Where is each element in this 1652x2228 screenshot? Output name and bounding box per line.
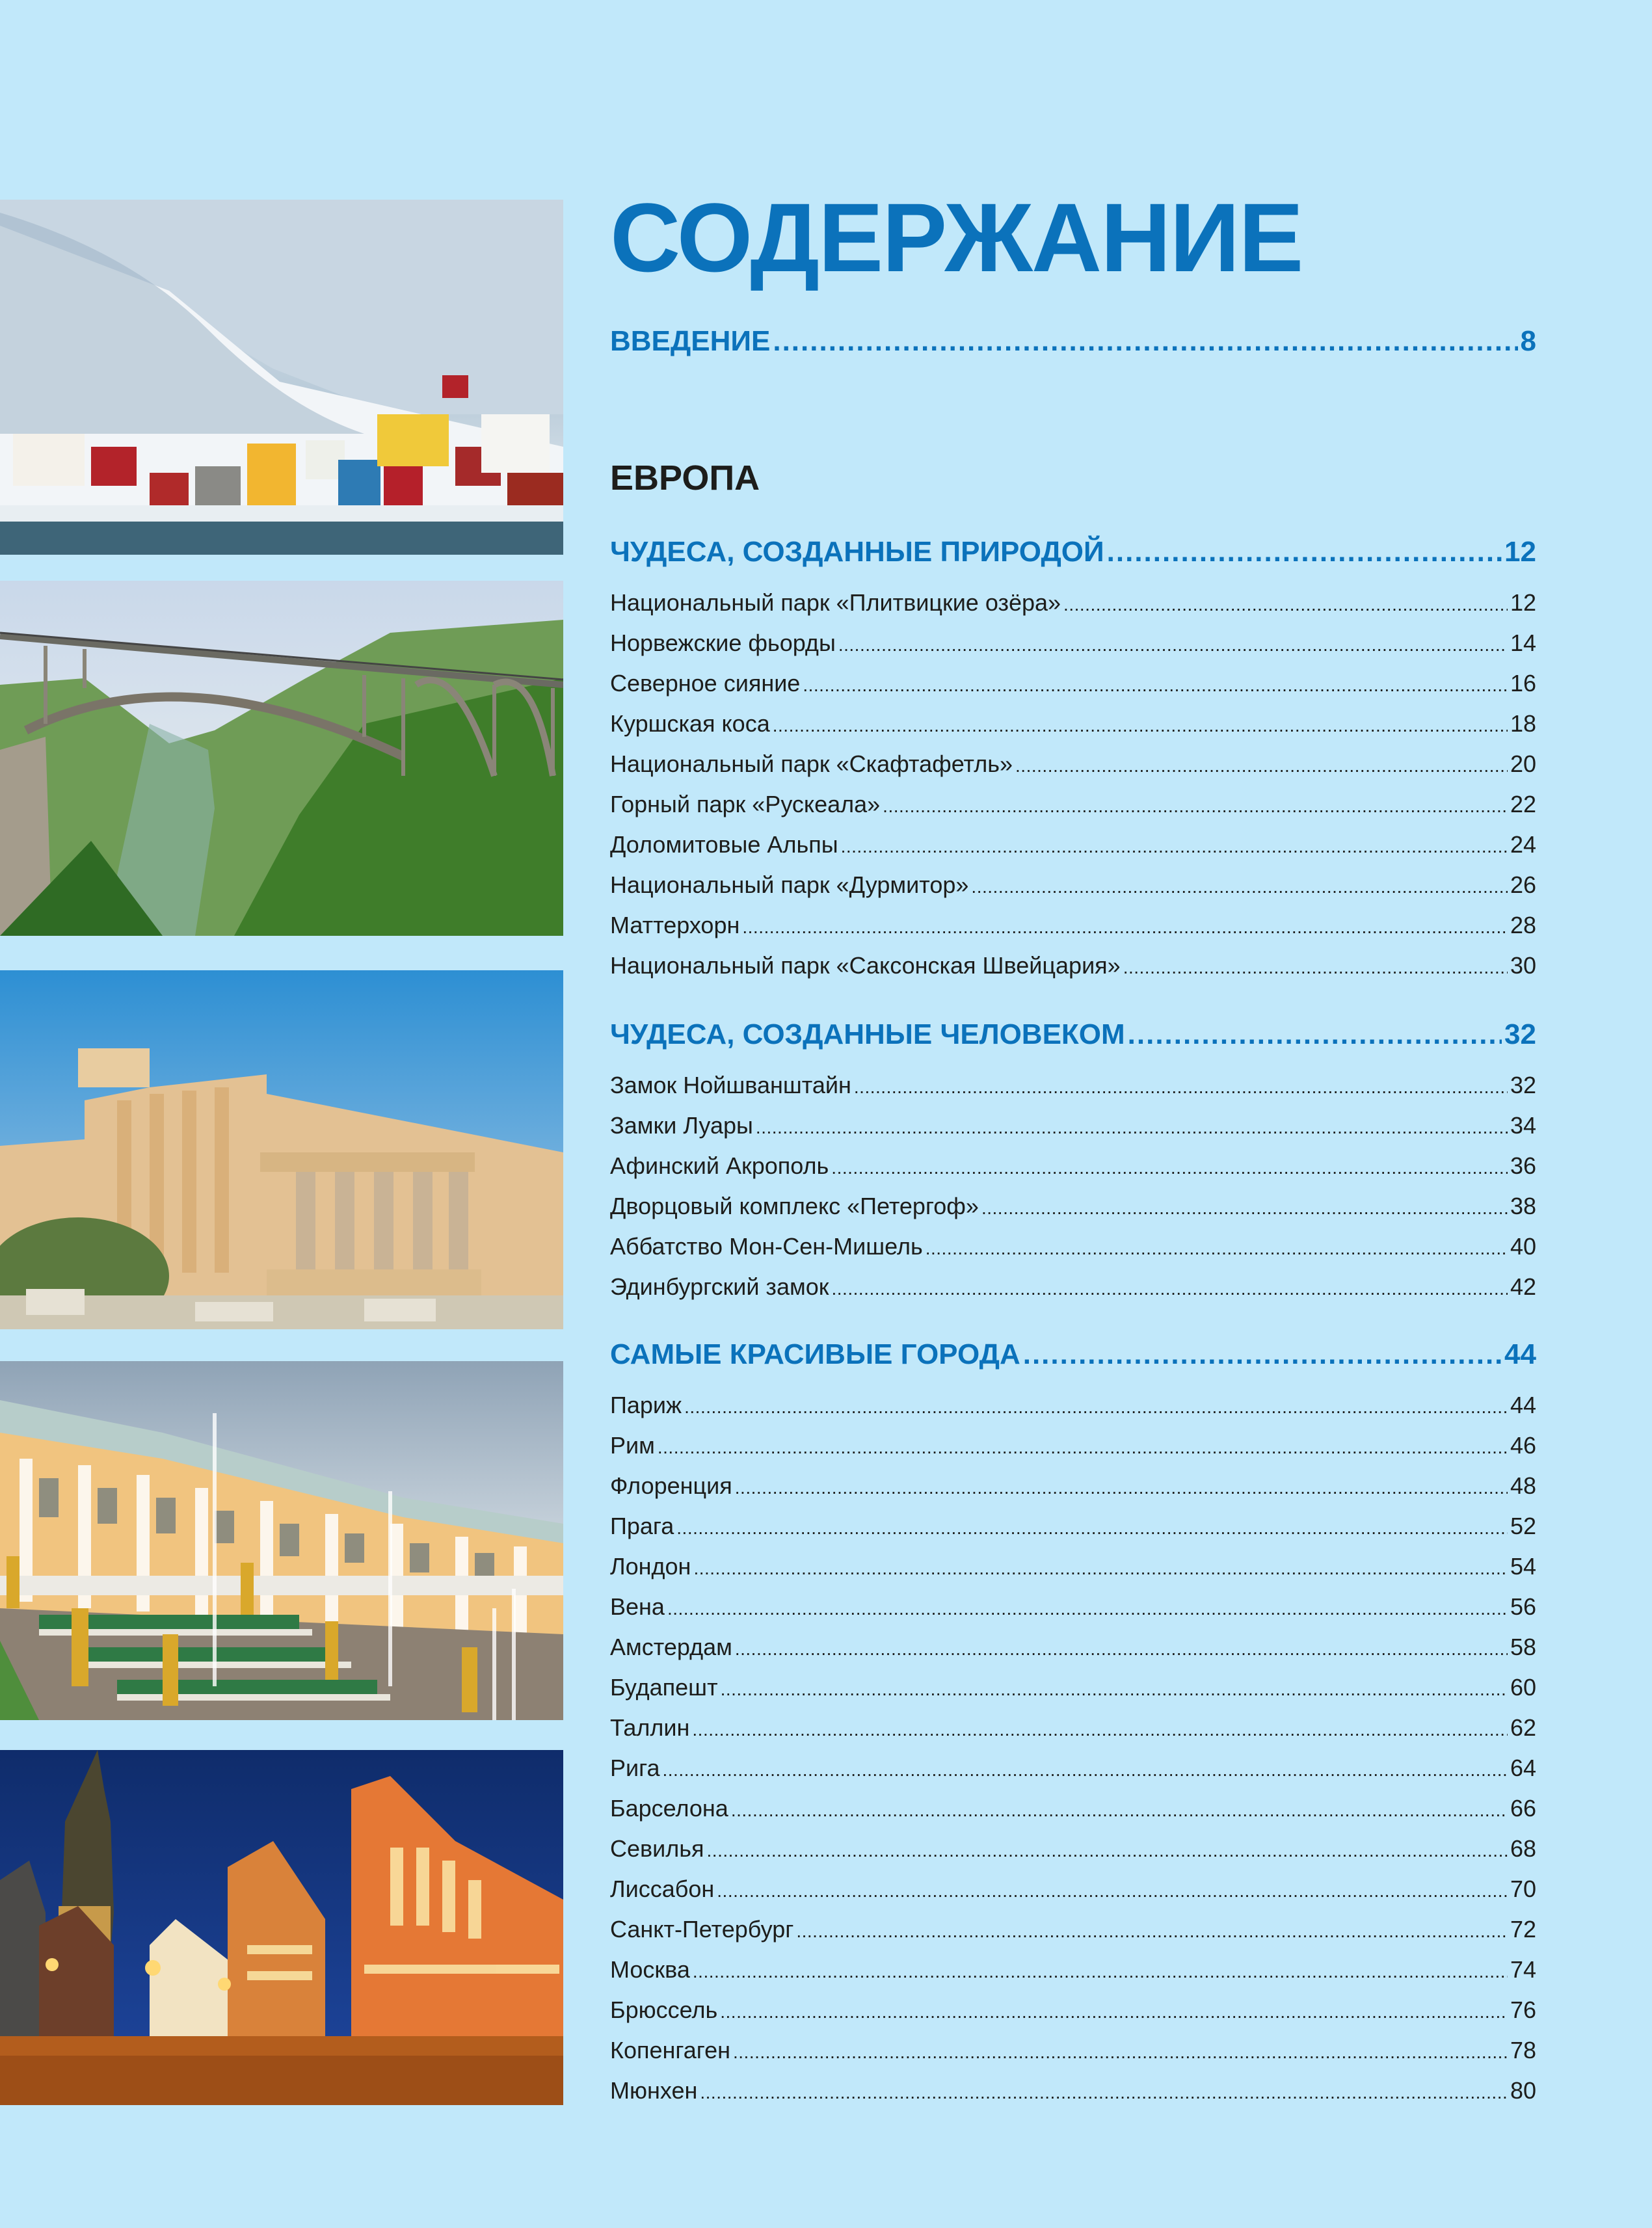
toc-item-page: 64 bbox=[1510, 1755, 1536, 1781]
toc-item-label: Лиссабон bbox=[610, 1876, 715, 1902]
toc-item-label: Таллин bbox=[610, 1714, 690, 1741]
dot-leader bbox=[841, 831, 1508, 858]
dot-leader bbox=[700, 2077, 1508, 2104]
toc-item-page: 20 bbox=[1510, 750, 1536, 777]
toc-item-label: Аббатство Мон-Сен-Мишель bbox=[610, 1233, 923, 1260]
toc-item-page: 22 bbox=[1510, 791, 1536, 817]
toc-item-page: 56 bbox=[1510, 1593, 1536, 1620]
toc-item-page: 16 bbox=[1510, 670, 1536, 696]
toc-item[interactable] bbox=[610, 1996, 1536, 2024]
toc-item-page: 46 bbox=[1510, 1432, 1536, 1459]
photo-snowy-fjord-village bbox=[0, 200, 563, 555]
toc-item[interactable] bbox=[610, 1513, 1536, 1540]
toc-item-page: 44 bbox=[1510, 1392, 1536, 1418]
toc-item[interactable] bbox=[610, 1714, 1536, 1742]
toc-item-label: Дворцовый комплекс «Петергоф» bbox=[610, 1193, 979, 1219]
toc-item-label: Горный парк «Рускеала» bbox=[610, 791, 881, 817]
toc-item-page: 42 bbox=[1510, 1273, 1536, 1300]
toc-item[interactable] bbox=[610, 1795, 1536, 1822]
toc-item-label: Будапешт bbox=[610, 1674, 718, 1701]
toc-item[interactable] bbox=[610, 831, 1536, 858]
toc-item[interactable] bbox=[610, 912, 1536, 939]
dot-leader bbox=[707, 1835, 1508, 1863]
toc-entry-page: 8 bbox=[1520, 325, 1536, 357]
dot-leader bbox=[735, 1634, 1508, 1661]
toc-item[interactable] bbox=[610, 1674, 1536, 1701]
dot-leader bbox=[1128, 1018, 1502, 1051]
toc-item-label: Северное сияние bbox=[610, 670, 801, 696]
toc-item[interactable] bbox=[610, 2077, 1536, 2104]
dot-leader bbox=[883, 791, 1508, 818]
toc-item-label: Барселона bbox=[610, 1795, 728, 1822]
toc-item-page: 14 bbox=[1510, 630, 1536, 656]
dot-leader bbox=[717, 1876, 1508, 1903]
dot-leader bbox=[742, 912, 1508, 939]
toc-item-page: 68 bbox=[1510, 1835, 1536, 1862]
toc-section-human-made[interactable] bbox=[610, 1018, 1536, 1051]
toc-item[interactable] bbox=[610, 750, 1536, 778]
toc-section-page: 44 bbox=[1504, 1338, 1536, 1370]
toc-item-page: 76 bbox=[1510, 1996, 1536, 2023]
toc-item[interactable] bbox=[610, 1634, 1536, 1661]
toc-item-page: 66 bbox=[1510, 1795, 1536, 1822]
toc-item-label: Куршская коса bbox=[610, 710, 770, 737]
toc-item[interactable] bbox=[610, 1956, 1536, 1983]
toc-item[interactable] bbox=[610, 1553, 1536, 1580]
toc-section-nature[interactable] bbox=[610, 536, 1536, 568]
toc-item-label: Москва bbox=[610, 1956, 690, 1983]
dot-leader bbox=[692, 1714, 1508, 1742]
toc-item-label: Париж bbox=[610, 1392, 682, 1418]
dot-leader bbox=[662, 1755, 1507, 1782]
dot-leader bbox=[831, 1152, 1508, 1180]
toc-item[interactable] bbox=[610, 1233, 1536, 1260]
region-heading: ЕВРОПА bbox=[610, 458, 760, 497]
toc-item[interactable] bbox=[610, 589, 1536, 617]
toc-item[interactable] bbox=[610, 791, 1536, 818]
toc-entry-label: ВВЕДЕНИЕ bbox=[610, 325, 771, 357]
toc-item-page: 74 bbox=[1510, 1956, 1536, 1983]
toc-item[interactable] bbox=[610, 1472, 1536, 1500]
dot-leader bbox=[1107, 536, 1502, 568]
toc-item-page: 58 bbox=[1510, 1634, 1536, 1660]
dot-leader bbox=[854, 1072, 1508, 1099]
dot-leader bbox=[1015, 750, 1508, 778]
dot-leader bbox=[733, 2037, 1508, 2064]
dot-leader bbox=[838, 630, 1508, 657]
toc-item-label: Эдинбургский замок bbox=[610, 1273, 829, 1300]
toc-item-label: Маттерхорн bbox=[610, 912, 740, 938]
toc-item[interactable] bbox=[610, 952, 1536, 979]
page-title: СОДЕРЖАНИЕ bbox=[610, 183, 1303, 292]
toc-item-page: 32 bbox=[1510, 1072, 1536, 1098]
dot-leader bbox=[684, 1392, 1508, 1419]
toc-item-page: 24 bbox=[1510, 831, 1536, 858]
toc-item[interactable] bbox=[610, 1593, 1536, 1621]
toc-item-label: Копенгаген bbox=[610, 2037, 730, 2063]
dot-leader bbox=[720, 1996, 1508, 2024]
toc-item-label: Афинский Акрополь bbox=[610, 1152, 829, 1179]
photo-arch-bridge-canyon bbox=[0, 581, 563, 936]
dot-leader bbox=[971, 871, 1508, 899]
toc-item[interactable] bbox=[610, 1916, 1536, 1943]
toc-item-label: Рига bbox=[610, 1755, 660, 1781]
toc-item[interactable] bbox=[610, 1112, 1536, 1139]
toc-item-label: Норвежские фьорды bbox=[610, 630, 836, 656]
toc-item-page: 52 bbox=[1510, 1513, 1536, 1539]
dot-leader bbox=[658, 1432, 1508, 1459]
toc-item-label: Севилья bbox=[610, 1835, 704, 1862]
toc-item-page: 38 bbox=[1510, 1193, 1536, 1219]
toc-item-label: Замки Луары bbox=[610, 1112, 753, 1139]
toc-item-label: Брюссель bbox=[610, 1996, 718, 2023]
toc-item[interactable] bbox=[610, 1392, 1536, 1419]
toc-item[interactable] bbox=[610, 710, 1536, 737]
toc-item[interactable] bbox=[610, 1152, 1536, 1180]
toc-item[interactable] bbox=[610, 1876, 1536, 1903]
toc-item-label: Национальный парк «Саксонская Швейцария» bbox=[610, 952, 1121, 979]
toc-item-label: Мюнхен bbox=[610, 2077, 698, 2104]
toc-item[interactable] bbox=[610, 1432, 1536, 1459]
dot-leader bbox=[796, 1916, 1508, 1943]
toc-item[interactable] bbox=[610, 1273, 1536, 1301]
dot-leader bbox=[981, 1193, 1508, 1220]
toc-item-page: 78 bbox=[1510, 2037, 1536, 2063]
toc-item-page: 62 bbox=[1510, 1714, 1536, 1741]
dot-leader bbox=[731, 1795, 1508, 1822]
toc-item[interactable] bbox=[610, 1835, 1536, 1863]
toc-item-page: 80 bbox=[1510, 2077, 1536, 2104]
dot-leader bbox=[756, 1112, 1508, 1139]
dot-leader bbox=[676, 1513, 1508, 1540]
toc-item-page: 36 bbox=[1510, 1152, 1536, 1179]
toc-item-label: Лондон bbox=[610, 1553, 691, 1580]
photo-riga-old-town-night bbox=[0, 1750, 563, 2105]
toc-item-label: Прага bbox=[610, 1513, 674, 1539]
toc-intro-entry[interactable] bbox=[610, 325, 1536, 358]
dot-leader bbox=[667, 1593, 1508, 1621]
toc-item-page: 48 bbox=[1510, 1472, 1536, 1499]
dot-leader bbox=[803, 670, 1508, 697]
toc-item-page: 12 bbox=[1510, 589, 1536, 616]
toc-item-page: 54 bbox=[1510, 1553, 1536, 1580]
toc-item-page: 28 bbox=[1510, 912, 1536, 938]
toc-item-label: Национальный парк «Скафтафетль» bbox=[610, 750, 1013, 777]
toc-item-label: Рим bbox=[610, 1432, 655, 1459]
toc-item-label: Национальный парк «Дурмитор» bbox=[610, 871, 969, 898]
toc-item-page: 34 bbox=[1510, 1112, 1536, 1139]
toc-section-label: ЧУДЕСА, СОЗДАННЫЕ ПРИРОДОЙ bbox=[610, 536, 1104, 568]
toc-item-label: Санкт-Петербург bbox=[610, 1916, 794, 1943]
dot-leader bbox=[721, 1674, 1508, 1701]
dot-leader bbox=[1123, 952, 1508, 979]
toc-item-page: 60 bbox=[1510, 1674, 1536, 1701]
toc-item-label: Вена bbox=[610, 1593, 665, 1620]
toc-item-page: 72 bbox=[1510, 1916, 1536, 1943]
dot-leader bbox=[831, 1273, 1507, 1301]
dot-leader bbox=[1023, 1338, 1502, 1371]
dot-leader bbox=[773, 325, 1517, 358]
toc-item[interactable] bbox=[610, 1755, 1536, 1782]
toc-item[interactable] bbox=[610, 2037, 1536, 2064]
toc-item-page: 26 bbox=[1510, 871, 1536, 898]
dot-leader bbox=[693, 1956, 1508, 1983]
toc-item[interactable] bbox=[610, 1193, 1536, 1220]
toc-item-label: Замок Нойшванштайн bbox=[610, 1072, 851, 1098]
toc-item[interactable] bbox=[610, 670, 1536, 697]
toc-item-page: 30 bbox=[1510, 952, 1536, 979]
toc-item-label: Флоренция bbox=[610, 1472, 732, 1499]
dot-leader bbox=[773, 710, 1508, 737]
dot-leader bbox=[693, 1553, 1508, 1580]
toc-item-label: Доломитовые Альпы bbox=[610, 831, 838, 858]
toc-section-label: ЧУДЕСА, СОЗДАННЫЕ ЧЕЛОВЕКОМ bbox=[610, 1018, 1125, 1050]
photo-acropolis-erechtheion bbox=[0, 970, 563, 1329]
toc-item[interactable] bbox=[610, 871, 1536, 899]
dot-leader bbox=[926, 1233, 1508, 1260]
toc-section-cities[interactable] bbox=[610, 1338, 1536, 1371]
toc-item-label: Амстердам bbox=[610, 1634, 732, 1660]
toc-section-page: 12 bbox=[1504, 536, 1536, 568]
toc-item-page: 18 bbox=[1510, 710, 1536, 737]
dot-leader bbox=[1063, 589, 1508, 617]
toc-section-page: 32 bbox=[1504, 1018, 1536, 1050]
toc-item-page: 40 bbox=[1510, 1233, 1536, 1260]
toc-section-label: САМЫЕ КРАСИВЫЕ ГОРОДА bbox=[610, 1338, 1020, 1370]
dot-leader bbox=[735, 1472, 1508, 1500]
toc-item[interactable] bbox=[610, 630, 1536, 657]
toc-item-page: 70 bbox=[1510, 1876, 1536, 1902]
toc-item[interactable] bbox=[610, 1072, 1536, 1099]
toc-item-label: Национальный парк «Плитвицкие озёра» bbox=[610, 589, 1061, 616]
photo-peterhof-grand-cascade bbox=[0, 1361, 563, 1720]
